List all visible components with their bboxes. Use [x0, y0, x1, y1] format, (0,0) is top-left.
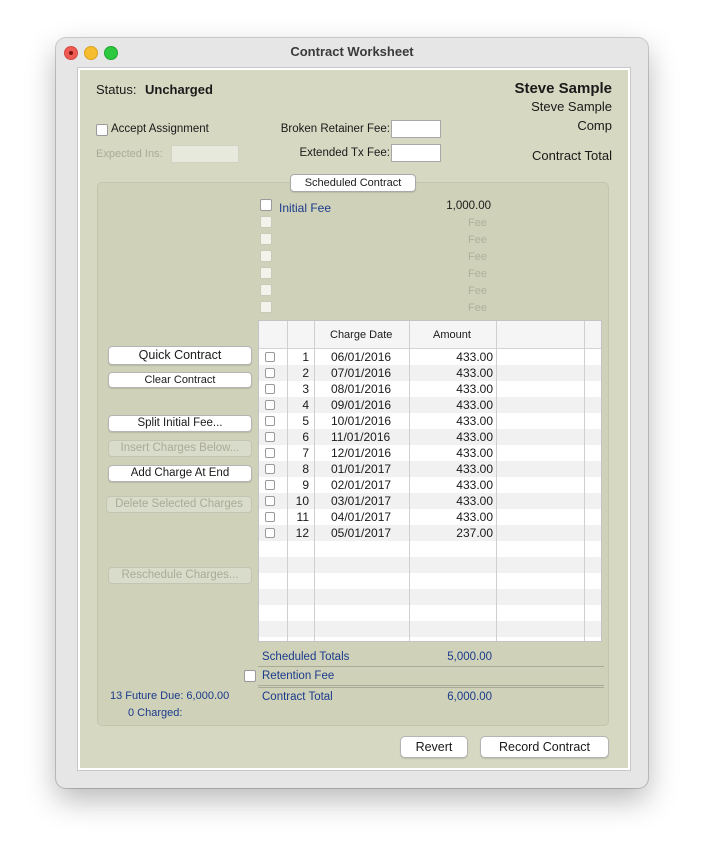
charge-number: 7 [302, 446, 309, 460]
column-divider [409, 321, 410, 641]
status-value: Uncharged [145, 82, 213, 97]
charge-number: 10 [295, 494, 309, 508]
scheduled-totals-label: Scheduled Totals [262, 651, 350, 663]
charge-row-checkbox[interactable] [265, 400, 275, 410]
broken-retainer-fee-label: Broken Retainer Fee: [280, 123, 390, 135]
fee-placeholder: Fee [468, 302, 487, 314]
fee-placeholder: Fee [468, 268, 487, 280]
charge-number: 3 [302, 382, 309, 396]
accept-assignment-checkbox[interactable] [96, 124, 108, 136]
revert-button[interactable]: Revert [400, 736, 468, 758]
charged-summary: 0 Charged: [128, 707, 183, 719]
fee-checkbox[interactable] [260, 267, 272, 279]
charge-amount: 433.00 [456, 430, 493, 444]
totals-divider [258, 687, 604, 688]
column-divider [314, 321, 315, 641]
totals-divider [258, 685, 604, 686]
charge-amount: 433.00 [456, 382, 493, 396]
charge-amount: 433.00 [456, 462, 493, 476]
charge-row-checkbox[interactable] [265, 464, 275, 474]
charges-table [258, 320, 602, 642]
charges-table-header [259, 321, 601, 349]
scheduled-totals-value: 5,000.00 [447, 651, 492, 663]
charge-number: 4 [302, 398, 309, 412]
charge-number: 8 [302, 462, 309, 476]
fee-checkbox[interactable] [260, 250, 272, 262]
broken-retainer-fee-field[interactable] [391, 120, 441, 138]
charge-date: 02/01/2017 [331, 478, 392, 492]
charge-number: 2 [302, 366, 309, 380]
insert-charges-below-button[interactable]: Insert Charges Below... [108, 440, 252, 457]
quick-contract-button[interactable]: Quick Contract [108, 346, 252, 365]
charge-date: 08/01/2016 [331, 382, 392, 396]
charge-date: 01/01/2017 [331, 462, 392, 476]
fee-checkbox[interactable] [260, 233, 272, 245]
charge-date: 12/01/2016 [331, 446, 392, 460]
delete-selected-charges-button[interactable]: Delete Selected Charges [106, 496, 252, 513]
contract-total-header: Contract Total [532, 148, 612, 163]
table-row[interactable] [259, 365, 601, 381]
extended-tx-fee-field[interactable] [391, 144, 441, 162]
table-row[interactable] [259, 525, 601, 541]
charge-date: 05/01/2017 [331, 526, 392, 540]
split-initial-fee-button[interactable]: Split Initial Fee... [108, 415, 252, 432]
contract-worksheet-window [56, 38, 648, 788]
table-row[interactable] [259, 429, 601, 445]
fee-placeholder: Fee [468, 217, 487, 229]
charge-amount: 433.00 [456, 494, 493, 508]
table-row[interactable] [259, 589, 601, 605]
patient-subname: Steve Sample [531, 99, 612, 114]
charge-amount: 433.00 [456, 478, 493, 492]
table-row[interactable] [259, 605, 601, 621]
table-row[interactable] [259, 461, 601, 477]
charge-date: 06/01/2016 [331, 350, 392, 364]
table-row[interactable] [259, 621, 601, 637]
patient-name: Steve Sample [514, 80, 612, 97]
table-row[interactable] [259, 381, 601, 397]
charge-row-checkbox[interactable] [265, 528, 275, 538]
charge-row-checkbox[interactable] [265, 496, 275, 506]
charge-amount: 433.00 [456, 414, 493, 428]
table-row[interactable] [259, 557, 601, 573]
status-label: Status: [96, 82, 137, 97]
initial-fee-label: Initial Fee [279, 201, 332, 215]
charge-row-checkbox[interactable] [265, 432, 275, 442]
charge-date-column-header[interactable]: Charge Date [330, 329, 393, 341]
charge-date: 03/01/2017 [331, 494, 392, 508]
expected-ins-field [171, 145, 239, 163]
charge-date: 09/01/2016 [331, 398, 392, 412]
column-divider [584, 321, 585, 641]
add-charge-at-end-button[interactable]: Add Charge At End [108, 465, 252, 482]
charge-row-checkbox[interactable] [265, 480, 275, 490]
contract-total-value: 6,000.00 [447, 691, 492, 703]
fee-placeholder: Fee [468, 285, 487, 297]
table-row[interactable] [259, 445, 601, 461]
charge-number: 6 [302, 430, 309, 444]
charge-row-checkbox[interactable] [265, 416, 275, 426]
fee-checkbox[interactable] [260, 216, 272, 228]
table-row[interactable] [259, 509, 601, 525]
table-row[interactable] [259, 413, 601, 429]
future-due-summary: 13 Future Due: 6,000.00 [110, 690, 230, 702]
scheduled-contract-button[interactable]: Scheduled Contract [290, 174, 416, 192]
charge-amount: 433.00 [456, 510, 493, 524]
charge-row-checkbox[interactable] [265, 368, 275, 378]
accept-assignment-label: Accept Assignment [111, 123, 209, 135]
initial-fee-value: 1,000.00 [446, 200, 491, 212]
charge-row-checkbox[interactable] [265, 352, 275, 362]
amount-column-header[interactable]: Amount [433, 329, 471, 341]
extended-tx-fee-label: Extended Tx Fee: [299, 147, 390, 159]
record-contract-button[interactable]: Record Contract [480, 736, 609, 758]
charge-number: 12 [295, 526, 309, 540]
charge-amount: 237.00 [456, 526, 493, 540]
retention-fee-checkbox[interactable] [244, 670, 256, 682]
charge-date: 10/01/2016 [331, 414, 392, 428]
column-divider [287, 321, 288, 641]
table-row[interactable] [259, 573, 601, 589]
title-bar[interactable] [56, 38, 648, 66]
patient-comp: Comp [577, 118, 612, 133]
charge-amount: 433.00 [456, 398, 493, 412]
worksheet-content [78, 68, 630, 770]
clear-contract-button[interactable]: Clear Contract [108, 372, 252, 388]
expected-ins-label: Expected Ins: [96, 148, 163, 160]
table-row[interactable] [259, 477, 601, 493]
charge-row-checkbox[interactable] [265, 448, 275, 458]
fee-placeholder: Fee [468, 251, 487, 263]
fee-checkbox[interactable] [260, 284, 272, 296]
charge-amount: 433.00 [456, 366, 493, 380]
charge-row-checkbox[interactable] [265, 384, 275, 394]
charge-number: 9 [302, 478, 309, 492]
charge-number: 5 [302, 414, 309, 428]
fee-checkbox[interactable] [260, 301, 272, 313]
contract-total-label: Contract Total [262, 691, 333, 703]
charge-date: 04/01/2017 [331, 510, 392, 524]
initial-fee-checkbox[interactable] [260, 199, 272, 211]
charge-number: 1 [302, 350, 309, 364]
charge-date: 07/01/2016 [331, 366, 392, 380]
charge-amount: 433.00 [456, 350, 493, 364]
retention-fee-label: Retention Fee [262, 670, 335, 682]
table-row[interactable] [259, 493, 601, 509]
charge-number: 11 [296, 510, 309, 524]
charge-row-checkbox[interactable] [265, 512, 275, 522]
column-divider [496, 321, 497, 641]
table-row[interactable] [259, 541, 601, 557]
table-row[interactable] [259, 349, 601, 365]
charge-date: 11/01/2016 [331, 430, 391, 444]
charge-amount: 433.00 [456, 446, 493, 460]
totals-divider [258, 666, 604, 667]
reschedule-charges-button[interactable]: Reschedule Charges... [108, 567, 252, 584]
fee-placeholder: Fee [468, 234, 487, 246]
table-row[interactable] [259, 397, 601, 413]
window-title: Contract Worksheet [290, 44, 414, 59]
